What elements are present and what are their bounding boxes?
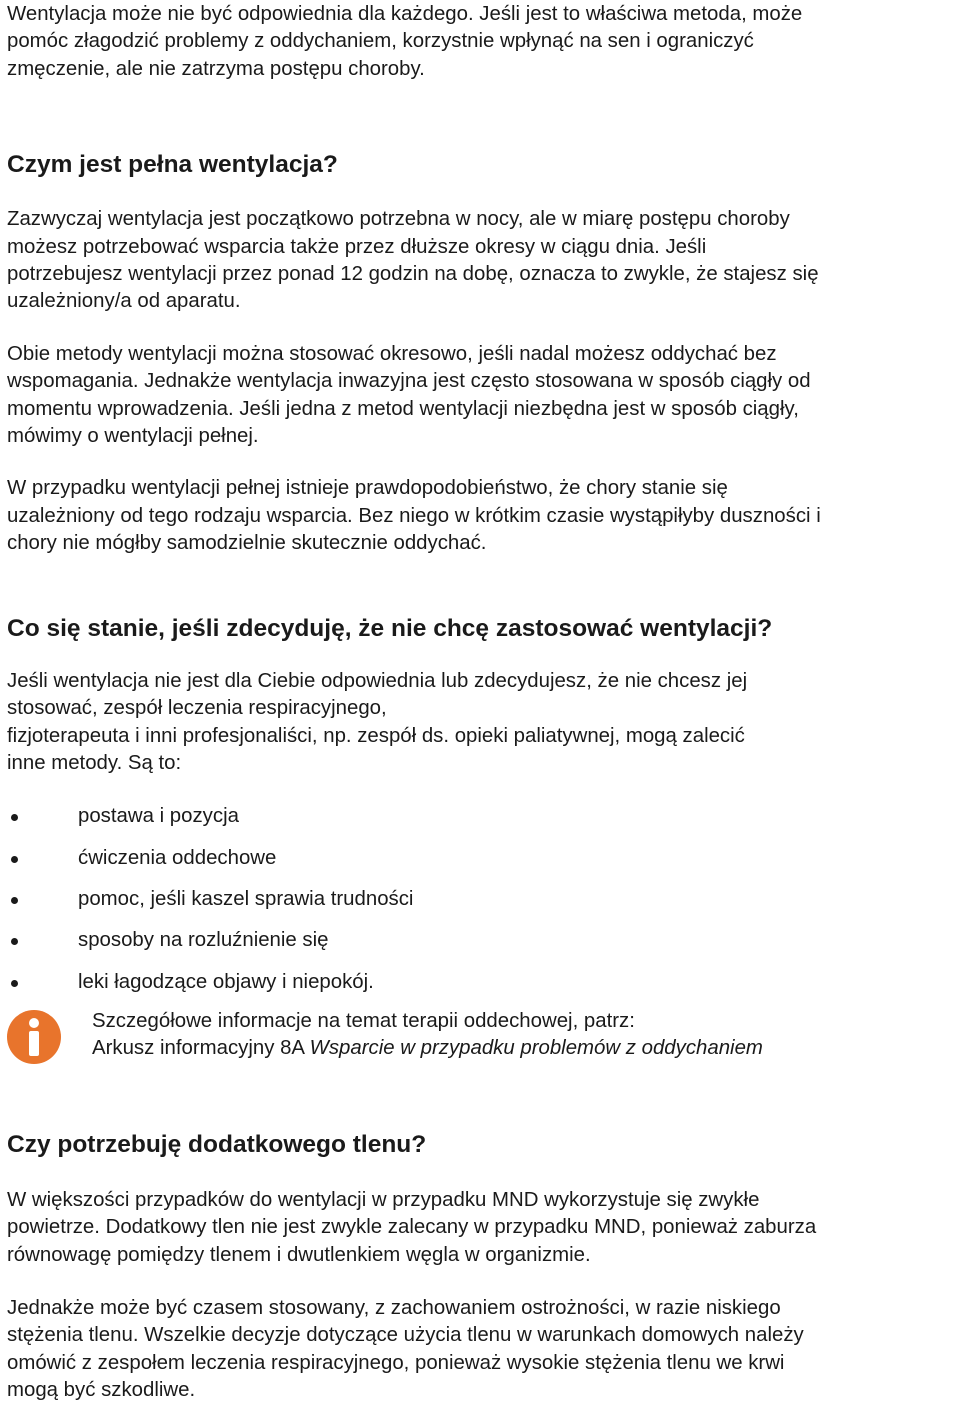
text-line: Jeśli wentylacja nie jest dla Ciebie odpowiednia lub zdecydujesz, że nie chcesz jej xyxy=(7,669,748,692)
full-ventilation-paragraph-1 xyxy=(7,206,955,316)
text-line: stosować, zespół leczenia respiracyjnego, xyxy=(7,697,387,720)
list-item xyxy=(7,886,955,913)
bullet-icon xyxy=(11,897,18,904)
alternative-methods-list xyxy=(7,803,955,996)
text-line: omówić z zespołem leczenia respiracyjnego, ponieważ wysokie stężenia tlenu we krwi xyxy=(7,1351,785,1374)
info-icon xyxy=(7,1010,61,1064)
text-line: Obie metody wentylacji można stosować okresowo, jeśli nadal możesz oddychać bez xyxy=(7,342,777,365)
list-item xyxy=(7,845,955,872)
info-text xyxy=(92,1008,763,1063)
sheet-title: Wsparcie w przypadku problemów z oddychaniem xyxy=(309,1037,763,1060)
oxygen-paragraph-2 xyxy=(7,1295,955,1405)
oxygen-paragraph-1 xyxy=(7,1187,955,1269)
bullet-icon xyxy=(11,856,18,863)
bullet-icon xyxy=(11,814,18,821)
text-line: zmęczenie, ale nie zatrzyma postępu choroby. xyxy=(7,57,425,80)
text-line: pomóc złagodzić problemy z oddychaniem, korzystnie wpłynąć na sen i ograniczyć xyxy=(7,30,754,53)
heading-full-ventilation: Czym jest pełna wentylacja? xyxy=(7,151,338,179)
list-item-label: pomoc, jeśli kaszel sprawia trudności xyxy=(78,887,414,910)
list-item-label: sposoby na rozluźnienie się xyxy=(78,929,329,952)
intro-paragraph xyxy=(7,1,955,83)
text-line: potrzebujesz wentylacji przez ponad 12 godzin na dobę, oznacza to zwykle, że stajesz się xyxy=(7,263,819,286)
document-page xyxy=(7,0,955,1405)
info-line: Szczegółowe informacje na temat terapii oddechowej, patrz: xyxy=(92,1009,635,1032)
text-line: wspomagania. Jednakże wentylacja inwazyjna jest często stosowana w sposób ciągły od xyxy=(7,370,811,393)
no-ventilation-paragraph xyxy=(7,668,955,778)
text-line: momentu wprowadzenia. Jeśli jedna z metod wentylacji niezbędna jest w sposób ciągły, xyxy=(7,397,799,420)
bullet-icon xyxy=(11,980,18,987)
text-line: uzależniony/a od aparatu. xyxy=(7,290,241,313)
info-reference xyxy=(92,1035,763,1062)
list-item xyxy=(7,927,955,954)
list-item xyxy=(7,969,955,996)
text-line: równowagę pomiędzy tlenem i dwutlenkiem węgla w organizmie. xyxy=(7,1243,591,1266)
text-line: W większości przypadków do wentylacji w przypadku MND wykorzystuje się zwykłe xyxy=(7,1188,760,1211)
sheet-reference: Arkusz informacyjny 8A xyxy=(92,1037,304,1060)
text-line: uzależniony od tego rodzaju wsparcia. Bez niego w krótkim czasie wystąpiłyby duszności i xyxy=(7,504,821,527)
text-line: Wentylacja może nie być odpowiednia dla każdego. Jeśli jest to właściwa metoda, może xyxy=(7,3,803,25)
text-line: W przypadku wentylacji pełnej istnieje prawdopodobieństwo, że chory stanie się xyxy=(7,477,728,500)
list-item-label: postawa i pozycja xyxy=(78,805,239,828)
text-line: mogą być szkodliwe. xyxy=(7,1379,196,1402)
text-line: inne metody. Są to: xyxy=(7,751,182,774)
text-line: powietrze. Dodatkowy tlen nie jest zwykle zalecany w przypadku MND, ponieważ zaburza xyxy=(7,1216,817,1239)
text-line: możesz potrzebować wsparcia także przez dłuższe okresy w ciągu dnia. Jeśli xyxy=(7,235,707,258)
heading-no-ventilation: Co się stanie, jeśli zdecyduję, że nie chcę zastosować wentylacji? xyxy=(7,614,773,642)
text-line: fizjoterapeuta i inni profesjonaliści, np. zespół ds. opieki paliatywnej, mogą zalecić xyxy=(7,724,745,747)
list-item-label: ćwiczenia oddechowe xyxy=(78,846,277,869)
full-ventilation-paragraph-3 xyxy=(7,475,955,557)
info-callout xyxy=(7,1008,955,1068)
text-line: stężenia tlenu. Wszelkie decyzje dotyczące użycia tlenu w warunkach domowych należy xyxy=(7,1324,804,1347)
full-ventilation-paragraph-2 xyxy=(7,341,955,451)
text-line: chory nie mógłby samodzielnie skutecznie oddychać. xyxy=(7,532,487,555)
list-item-label: leki łagodzące objawy i niepokój. xyxy=(78,970,374,993)
text-line: Zazwyczaj wentylacja jest początkowo potrzebna w nocy, ale w miarę postępu choroby xyxy=(7,208,790,231)
bullet-icon xyxy=(11,938,18,945)
heading-oxygen: Czy potrzebuję dodatkowego tlenu? xyxy=(7,1130,427,1158)
text-line: mówimy o wentylacji pełnej. xyxy=(7,425,259,448)
text-line: Jednakże może być czasem stosowany, z zachowaniem ostrożności, w razie niskiego xyxy=(7,1297,781,1320)
list-item xyxy=(7,803,955,830)
